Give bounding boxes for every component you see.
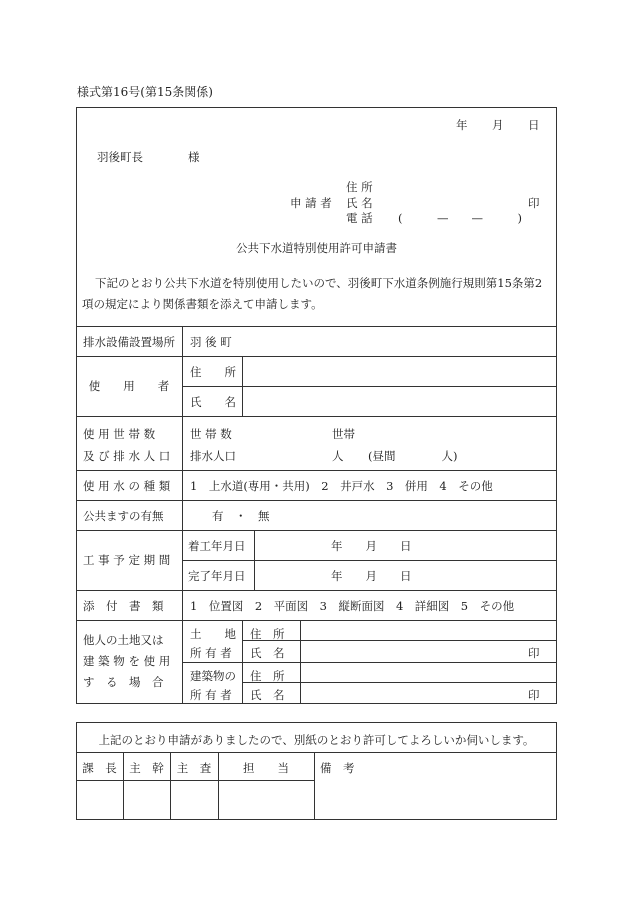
public-basin-options: 有 ・ 無 [212, 509, 270, 523]
population-label: 排水人口 [190, 449, 236, 463]
applicant-seal: 印 [528, 196, 540, 210]
applicant-label: 申 請 者 [290, 196, 332, 210]
approval-manager: 主 幹 [129, 761, 164, 775]
land-owner-name-label: 氏 名 [250, 646, 285, 660]
building-owner-label-2: 所 有 者 [190, 688, 232, 702]
row-divider [76, 500, 557, 501]
building-owner-name-label: 氏 名 [250, 688, 285, 702]
households-label-2: 及 び 排 水 人 口 [83, 449, 171, 463]
schedule-label: 工 事 予 定 期 間 [83, 553, 171, 567]
approval-text: 上記のとおり申請がありましたので、別紙のとおり許可してよろしいか伺いします。 [98, 733, 535, 747]
row-divider [76, 530, 557, 531]
row-divider [76, 620, 557, 621]
date-year: 年 [456, 118, 468, 132]
daytime-population: (昼間 人) [368, 449, 458, 463]
date-month: 月 [492, 118, 504, 132]
body-text-line-2: 項の規定により関係書類を添えて申請します。 [82, 297, 323, 311]
water-type-label: 使 用 水 の 種 類 [83, 479, 171, 493]
approval-column-divider [314, 752, 315, 820]
column-divider [242, 620, 243, 704]
approval-inspector: 主 査 [176, 761, 212, 775]
body-text-line-1: 下記のとおり公共下水道を特別使用したいので、羽後町下水道条例施行規則第15条第2 [95, 276, 543, 290]
row-divider [242, 640, 557, 641]
row-divider [76, 590, 557, 591]
user-address-label: 住 所 [190, 365, 236, 379]
row-divider [242, 682, 557, 683]
land-owner-seal: 印 [528, 646, 540, 660]
row-divider [182, 386, 557, 387]
building-owner-seal: 印 [528, 688, 540, 702]
schedule-start-date: 年 月 日 [331, 539, 412, 553]
applicant-name-label: 氏 名 [346, 196, 373, 210]
row-divider [182, 662, 557, 663]
approval-notes: 備 考 [320, 761, 355, 775]
other-land-label-3: す る 場 合 [83, 675, 164, 689]
attachments-label: 添 付 書 類 [83, 599, 164, 613]
approval-divider [76, 752, 557, 753]
user-label: 使 用 者 [88, 379, 170, 393]
row-divider [182, 560, 557, 561]
land-owner-address-label: 住 所 [250, 627, 285, 641]
approval-divider [76, 780, 314, 781]
approval-chief: 課 長 [82, 761, 117, 775]
applicant-address-label: 住 所 [346, 180, 373, 194]
other-land-label-1: 他人の土地又は [83, 633, 164, 647]
building-owner-address-label: 住 所 [250, 669, 285, 683]
location-label: 排水設備設置場所 [83, 335, 175, 349]
applicant-phone-label: 電 話 [346, 211, 373, 225]
schedule-start-label: 着工年月日 [188, 539, 246, 553]
location-value: 羽 後 町 [190, 335, 232, 349]
other-land-label-2: 建 築 物 を 使 用 [83, 654, 171, 668]
row-divider [76, 416, 557, 417]
addressee-name: 羽後町長 [97, 150, 143, 164]
land-owner-label-2: 所 有 者 [190, 646, 232, 660]
population-unit: 人 [332, 449, 344, 463]
form-title: 公共下水道特別使用許可申請書 [236, 241, 397, 255]
column-divider [254, 530, 255, 590]
date-day: 日 [528, 118, 540, 132]
row-divider [76, 356, 557, 357]
households-label-1: 使 用 世 帯 数 [83, 427, 156, 441]
approval-staff: 担 当 [243, 761, 289, 775]
schedule-end-label: 完了年月日 [188, 569, 246, 583]
column-divider [242, 356, 243, 416]
user-name-label: 氏 名 [190, 395, 236, 409]
row-divider [76, 470, 557, 471]
form-number: 様式第16号(第15条関係) [77, 85, 213, 99]
household-count-unit: 世帯 [332, 427, 355, 441]
applicant-phone-format: ( — — ) [398, 211, 522, 225]
schedule-end-date: 年 月 日 [331, 569, 412, 583]
addressee-suffix: 様 [188, 150, 200, 164]
public-basin-label: 公共ますの有無 [83, 509, 164, 523]
row-divider [76, 326, 557, 327]
attachments-options: 1 位置図 2 平面図 3 縦断面図 4 詳細図 5 その他 [190, 599, 515, 613]
building-owner-label-1: 建築物の [190, 669, 236, 683]
column-divider [300, 620, 301, 704]
water-type-options: 1 上水道(専用・共用) 2 井戸水 3 併用 4 その他 [190, 479, 493, 493]
land-owner-label-1: 土 地 [190, 627, 236, 641]
household-count-label: 世 帯 数 [190, 427, 232, 441]
label-column-divider [182, 326, 183, 704]
